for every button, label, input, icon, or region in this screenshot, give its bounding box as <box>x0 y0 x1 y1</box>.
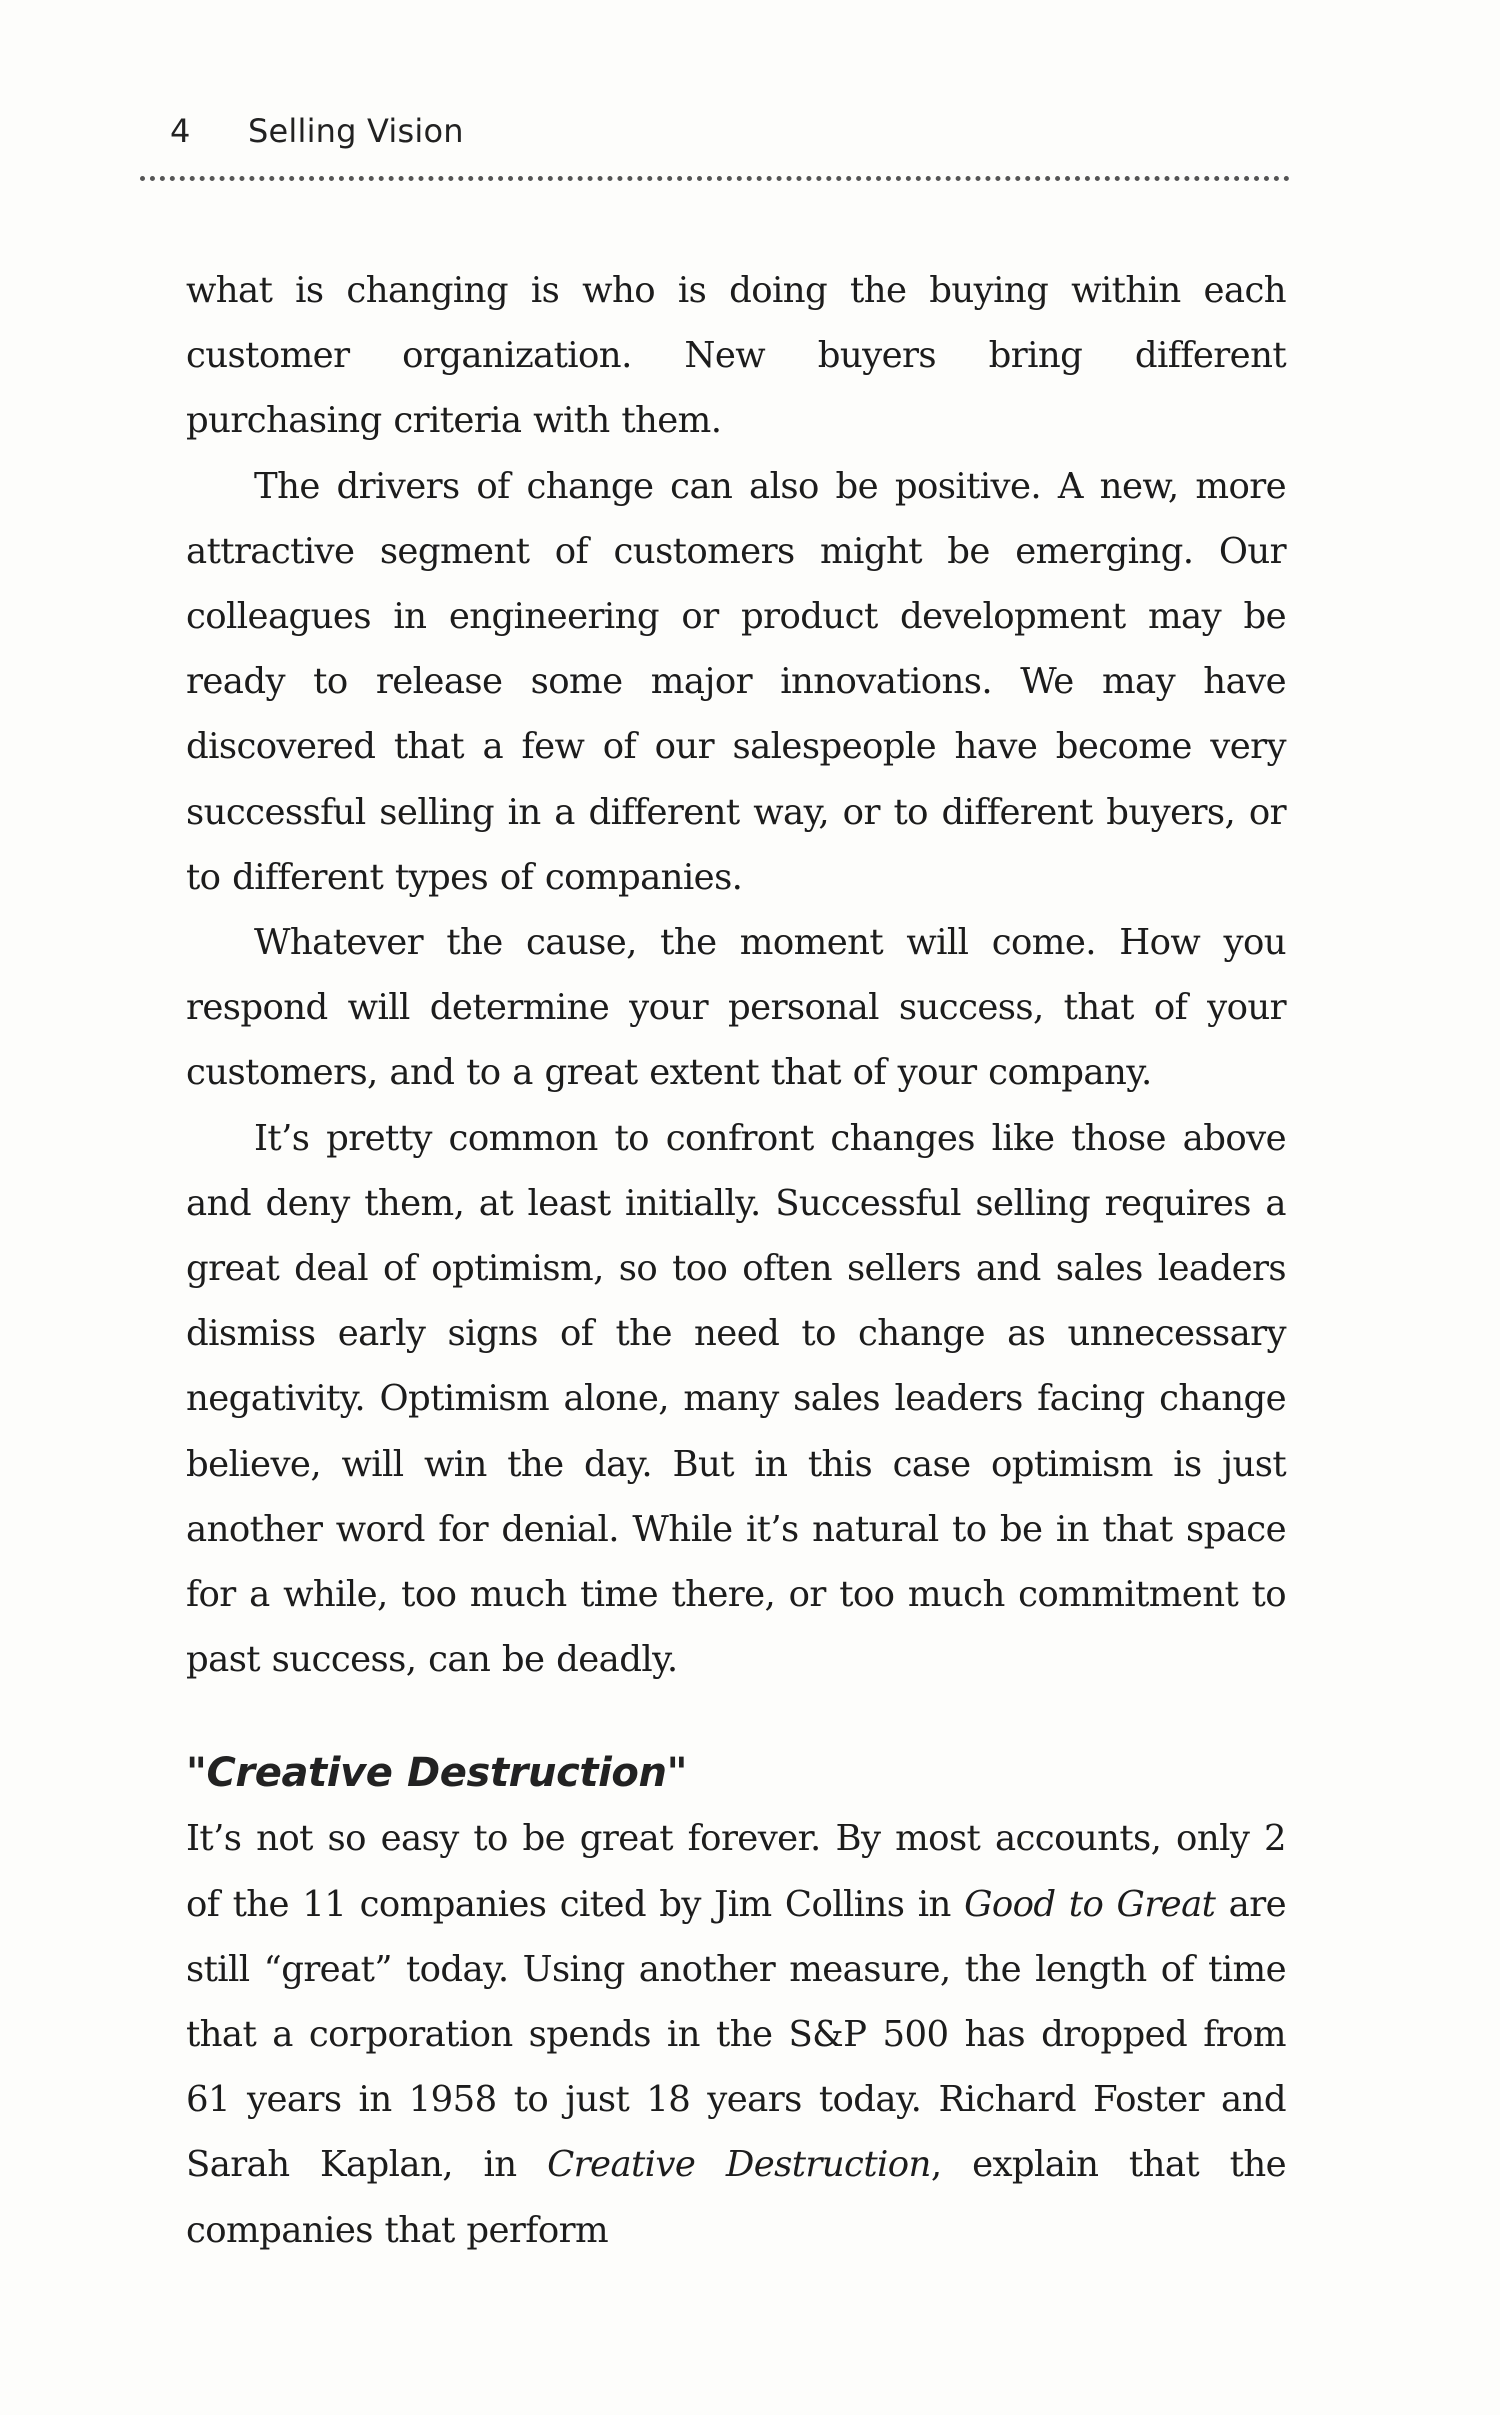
running-head <box>170 112 464 150</box>
text-span: It’s not so easy to be great forever. By most accounts, only 2 of the 11 companies cited by Jim Collins in <box>186 1818 1286 1925</box>
section-heading: "Creative Destruction" <box>186 1750 688 1797</box>
book-title-creative-destruction: Creative Destruction <box>547 2144 931 2186</box>
text-span: , explain that the companies that perform <box>186 2144 1287 2251</box>
header-dotted-rule <box>140 176 1290 181</box>
page-number: 4 <box>170 112 191 150</box>
paragraph-continued: what is changing is who is doing the buying within each customer organization. New buyers bring different purchasing criteria with them. <box>186 270 1286 442</box>
book-title-good-to-great: Good to Great <box>964 1883 1216 1925</box>
paragraph-drivers-of-change: The drivers of change can also be positive. A new, more attractive segment of customers might be emerging. Our colleagues in engineering or product development may be ready to release some major innovations. We may have discovered that a few of our salespeople have become very successful selling in a different way, or to different buyers, or to different types of companies. <box>186 465 1286 898</box>
running-title: Selling Vision <box>248 112 464 150</box>
text-span: are still “great” today. Using another measure, the length of time that a corporation spends in the S&P 500 has dropped from 61 years in 1958 to just 18 years today. Richard Foster and Sarah Kaplan, in <box>186 1883 1286 2186</box>
body-text <box>186 258 1286 2263</box>
paragraph-denial: It’s pretty common to confront changes like those above and deny them, at least initially. Successful selling requires a great deal of optimism, so too often sellers and sales leaders dismiss early signs of the need to change as unnecessary negativity. Optimism alone, many sales leaders facing change believe, will win the day. But in this case optimism is just another word for denial. While it’s natural to be in that space for a while, too much time there, or too much commitment to past success, can be deadly. <box>186 1117 1286 1681</box>
paragraph-moment-will-come: Whatever the cause, the moment will come. How you respond will determine your personal success, that of your customers, and to a great extent that of your company. <box>186 922 1286 1094</box>
paragraph-creative-destruction <box>186 1806 1286 2262</box>
